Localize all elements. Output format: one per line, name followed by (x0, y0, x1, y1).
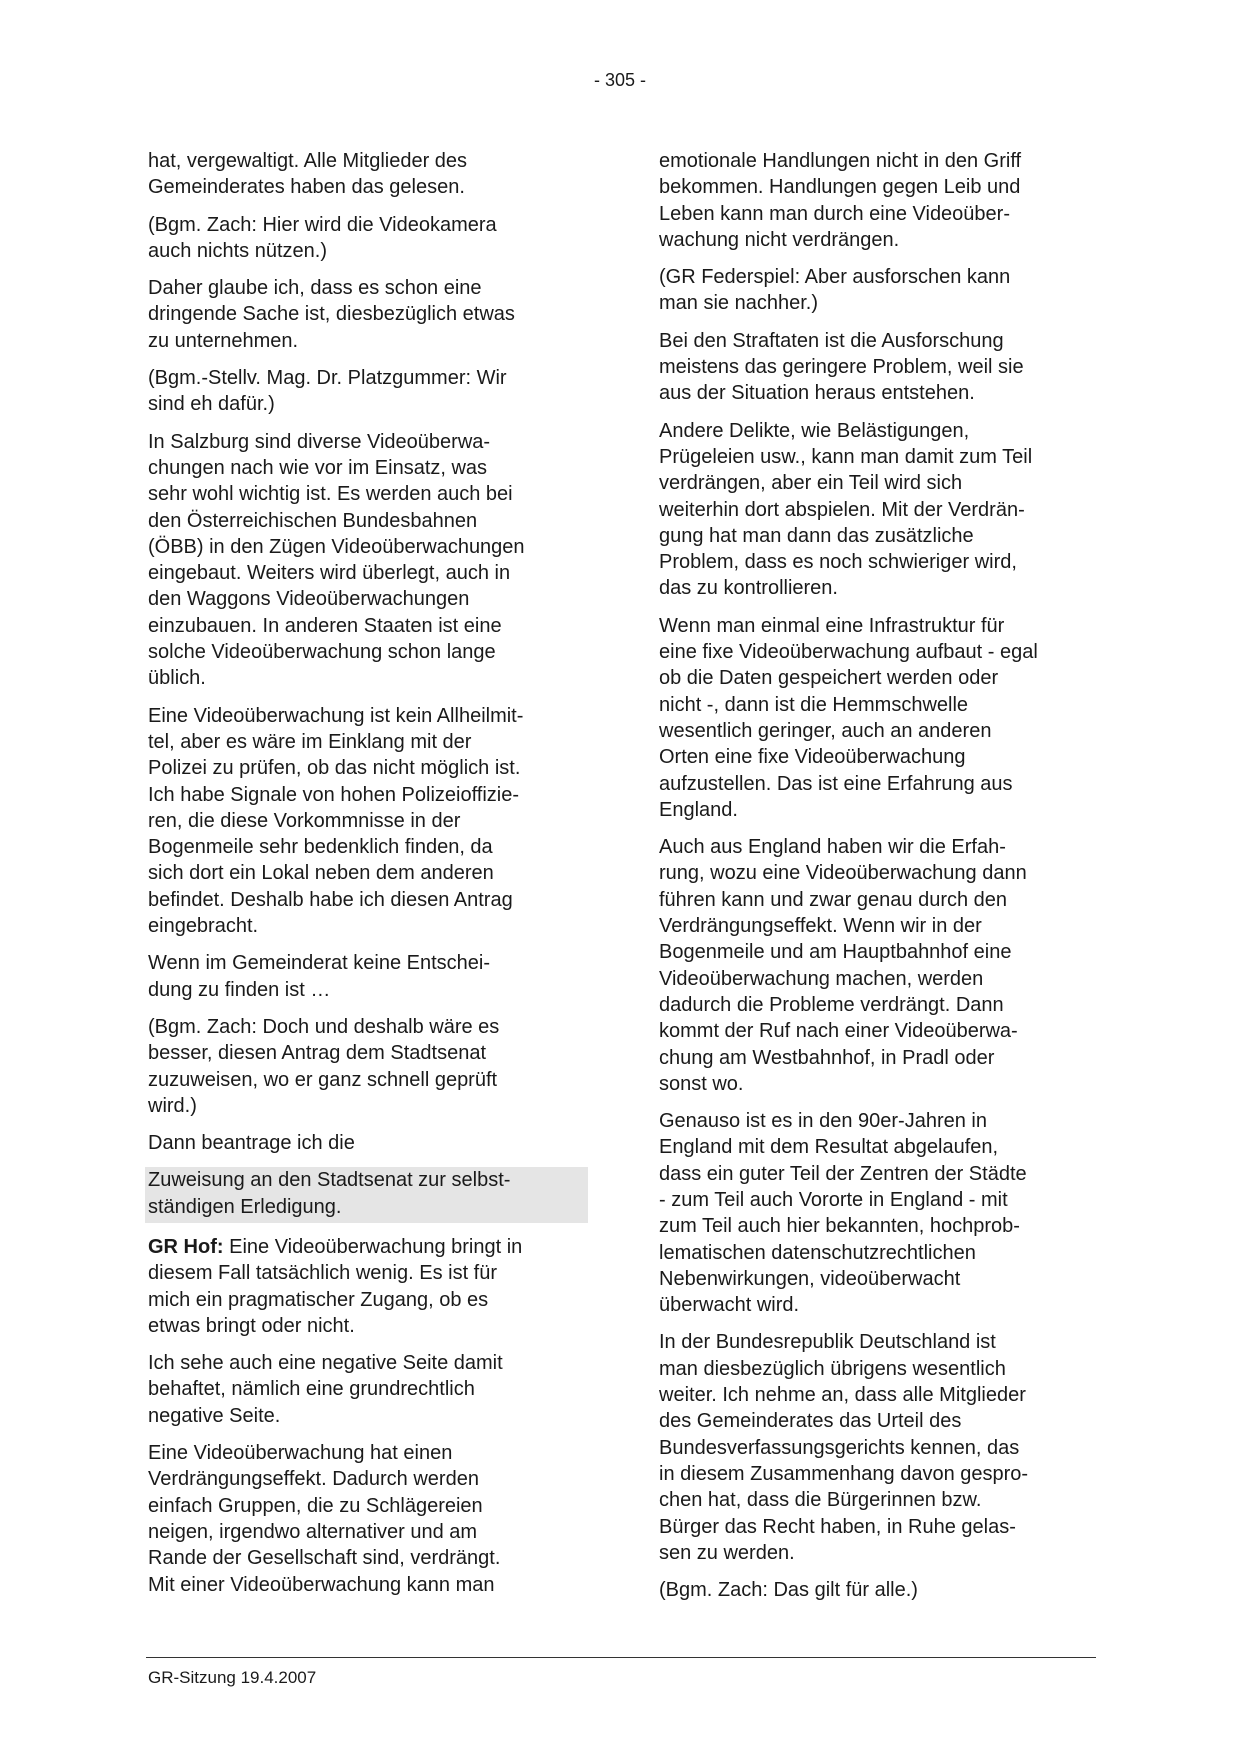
text-line: den Österreichischen Bundesbahnen (148, 509, 478, 532)
text-line: einzubauen. In anderen Staaten ist eine (148, 614, 502, 637)
text-line: Gemeinderates haben das gelesen. (148, 176, 465, 199)
text-line: Ich habe Signale von hohen Polizeioffizie- (148, 783, 519, 806)
paragraph (659, 1329, 1101, 1566)
text-line: Eine Videoüberwachung hat einen (148, 1442, 453, 1465)
paragraph (659, 613, 1101, 823)
paragraph (148, 212, 588, 265)
motion-highlight-paragraph (145, 1167, 588, 1223)
speaker-name: GR Hof: (148, 1235, 224, 1258)
text-line: Verdrängungseffekt. Dadurch werden (148, 1468, 479, 1491)
text-line: üblich. (148, 667, 206, 690)
text-line: lematischen datenschutzrechtlichen (659, 1241, 976, 1264)
text-line: (Bgm.-Stellv. Mag. Dr. Platzgummer: Wir (148, 367, 507, 390)
text-line: emotionale Handlungen nicht in den Griff (659, 150, 1022, 172)
text-line: dung zu finden ist … (148, 978, 331, 1001)
footer-session-date: GR-Sitzung 19.4.2007 (148, 1668, 317, 1687)
text-line: (Bgm. Zach: Das gilt für alle.) (659, 1579, 918, 1602)
text-line: (Bgm. Zach: Doch und deshalb wäre es (148, 1015, 500, 1038)
text-line: Wenn man einmal eine Infrastruktur für (659, 614, 1005, 637)
text-line: sind eh dafür.) (148, 393, 275, 416)
paragraph (148, 1014, 588, 1119)
text-line: man diesbezüglich übrigens wesentlich (659, 1357, 1006, 1380)
text-line: ständigen Erledigung. (148, 1195, 342, 1218)
text-line: gung hat man dann das zusätzliche (659, 524, 974, 547)
paragraph (148, 1350, 588, 1429)
text-line: behaftet, nämlich eine grundrechtlich (148, 1378, 475, 1401)
text-line: wesentlich geringer, auch an anderen (659, 719, 992, 742)
text-line: In der Bundesrepublik Deutschland ist (659, 1331, 996, 1354)
text-line: - zum Teil auch Vororte in England - mit (659, 1188, 1008, 1211)
text-line: dass ein guter Teil der Zentren der Städte (659, 1162, 1027, 1185)
text-line: diesem Fall tatsächlich wenig. Es ist für (148, 1262, 498, 1285)
text-line: Prügeleien usw., kann man damit zum Teil (659, 445, 1033, 468)
text-line: (Bgm. Zach: Hier wird die Videokamera (148, 213, 497, 236)
text-line: Mit einer Videoüberwachung kann man (148, 1573, 495, 1596)
text-line: Rande der Gesellschaft sind, verdrängt. (148, 1547, 501, 1570)
paragraph (148, 429, 588, 692)
text-line: Bundesverfassungsgerichts kennen, das (659, 1436, 1020, 1459)
text-line: Dann beantrage ich die (148, 1132, 355, 1155)
text-line: chung am Westbahnhof, in Pradl oder (659, 1046, 995, 1069)
text-line: besser, diesen Antrag dem Stadtsenat (148, 1042, 486, 1065)
text-line: Daher glaube ich, dass es schon eine (148, 277, 482, 300)
text-line: Problem, dass es noch schwieriger wird, (659, 551, 1017, 574)
text-line: zu unternehmen. (148, 329, 299, 352)
footer-divider (146, 1657, 1096, 1658)
text-line: kommt der Ruf nach einer Videoüberwa- (659, 1020, 1018, 1043)
text-line: das zu kontrollieren. (659, 577, 838, 600)
text-line: eingebracht. (148, 915, 259, 938)
text-line: Andere Delikte, wie Belästigungen, (659, 419, 970, 442)
paragraph (659, 1108, 1101, 1318)
text-line: nicht -, dann ist die Hemmschwelle (659, 693, 969, 716)
text-line: auch nichts nützen.) (148, 239, 327, 262)
text-line: Eine Videoüberwachung ist kein Allheilmit- (148, 704, 524, 727)
text-line: sehr wohl wichtig ist. Es werden auch bei (148, 483, 513, 506)
text-line: chen hat, dass die Bürgerinnen bzw. (659, 1489, 982, 1512)
text-line: überwacht wird. (659, 1294, 800, 1317)
right-column (659, 148, 1101, 1614)
text-line: weiter. Ich nehme an, dass alle Mitglieder (659, 1384, 1026, 1407)
text-line: aufzustellen. Das ist eine Erfahrung aus (659, 772, 1013, 795)
paragraph (148, 275, 588, 354)
text-line: wird.) (148, 1094, 197, 1117)
paragraph (148, 148, 588, 201)
text-line: weiterhin dort abspielen. Mit der Verdrän- (659, 498, 1025, 521)
paragraph (659, 418, 1101, 602)
text-line: Wenn im Gemeinderat keine Entschei- (148, 952, 491, 975)
text-line: Nebenwirkungen, videoüberwacht (659, 1267, 961, 1290)
text-line: Zuweisung an den Stadtsenat zur selbst- (148, 1169, 511, 1192)
text-line: Leben kann man durch eine Videoüber- (659, 202, 1010, 225)
text-line: verdrängen, aber ein Teil wird sich (659, 472, 963, 495)
text-line: eingebaut. Weiters wird überlegt, auch in (148, 562, 511, 585)
text-line: Bogenmeile sehr bedenklich finden, da (148, 836, 493, 859)
text-line: dringende Sache ist, diesbezüglich etwas (148, 303, 515, 326)
text-line: Videoüberwachung machen, werden (659, 967, 984, 990)
text-line: Bürger das Recht haben, in Ruhe gelas- (659, 1515, 1016, 1538)
text-line: (ÖBB) in den Zügen Videoüberwachungen (148, 535, 525, 558)
text-line: tel, aber es wäre im Einklang mit der (148, 730, 472, 753)
text-line: rung, wozu eine Videoüberwachung dann (659, 862, 1027, 885)
paragraph (148, 365, 588, 418)
text-line: Verdrängungseffekt. Wenn wir in der (659, 915, 982, 938)
text-line: dadurch die Probleme verdrängt. Dann (659, 993, 1004, 1016)
text-line: befindet. Deshalb habe ich diesen Antrag (148, 888, 513, 911)
text-line: zuzuweisen, wo er ganz schnell geprüft (148, 1068, 498, 1091)
text-line: negative Seite. (148, 1404, 281, 1427)
paragraph (148, 950, 588, 1003)
text-line: Polizei zu prüfen, ob das nicht möglich ist. (148, 757, 521, 780)
text-line: England. (659, 798, 738, 821)
text-line: ren, die diese Vorkommnisse in der (148, 809, 461, 832)
text-line: aus der Situation heraus entstehen. (659, 382, 975, 405)
text-line: sen zu werden. (659, 1541, 795, 1564)
text-line: ob die Daten gespeichert werden oder (659, 667, 999, 690)
paragraph (659, 148, 1101, 253)
text-line: Genauso ist es in den 90er-Jahren in (659, 1110, 987, 1133)
paragraph (148, 1440, 588, 1598)
text-line: Ich sehe auch eine negative Seite damit (148, 1352, 503, 1375)
text-line: etwas bringt oder nicht. (148, 1314, 355, 1337)
text-line: meistens das geringere Problem, weil sie (659, 356, 1024, 379)
text-line: führen kann und zwar genau durch den (659, 888, 1008, 911)
left-column (148, 148, 588, 1609)
paragraph (659, 328, 1101, 407)
text-line: eine fixe Videoüberwachung aufbaut - egal (659, 641, 1038, 664)
text-line: Auch aus England haben wir die Erfah- (659, 836, 1006, 859)
text-line: man sie nachher.) (659, 292, 818, 315)
text-line: des Gemeinderates das Urteil des (659, 1410, 962, 1433)
text-line: mich ein pragmatischer Zugang, ob es (148, 1288, 489, 1311)
text-line: Bogenmeile und am Hauptbahnhof eine (659, 941, 1012, 964)
text-line: den Waggons Videoüberwachungen (148, 588, 470, 611)
text-line: zum Teil auch hier bekannten, hochprob- (659, 1215, 1020, 1238)
text-line: Orten eine fixe Videoüberwachung (659, 746, 966, 769)
text-line: In Salzburg sind diverse Videoüberwa- (148, 430, 491, 453)
text-line: einfach Gruppen, die zu Schlägereien (148, 1494, 483, 1517)
paragraph (659, 264, 1101, 317)
text-line: hat, vergewaltigt. Alle Mitglieder des (148, 150, 468, 172)
text-line: bekommen. Handlungen gegen Leib und (659, 176, 1021, 199)
text-line: in diesem Zusammenhang davon gespro- (659, 1462, 1029, 1485)
text-line (148, 1234, 588, 1260)
text-line: England mit dem Resultat abgelaufen, (659, 1136, 999, 1159)
text-line: solche Videoüberwachung schon lange (148, 641, 496, 664)
paragraph (148, 1130, 588, 1156)
text-line: sonst wo. (659, 1072, 744, 1095)
text-line: (GR Federspiel: Aber ausforschen kann (659, 266, 1011, 289)
text-line: chungen nach wie vor im Einsatz, was (148, 456, 488, 479)
text-line: sich dort ein Lokal neben dem anderen (148, 862, 494, 885)
text-line: Bei den Straftaten ist die Ausforschung (659, 329, 1004, 352)
text-line: neigen, irgendwo alternativer und am (148, 1520, 478, 1543)
paragraph (148, 703, 588, 940)
paragraph (659, 1577, 1101, 1603)
speaker-text: Eine Videoüberwachung bringt in (223, 1235, 523, 1258)
page-number: - 305 - (593, 70, 647, 90)
paragraph (148, 1234, 588, 1339)
paragraph (659, 834, 1101, 1097)
text-line: wachung nicht verdrängen. (659, 228, 900, 251)
